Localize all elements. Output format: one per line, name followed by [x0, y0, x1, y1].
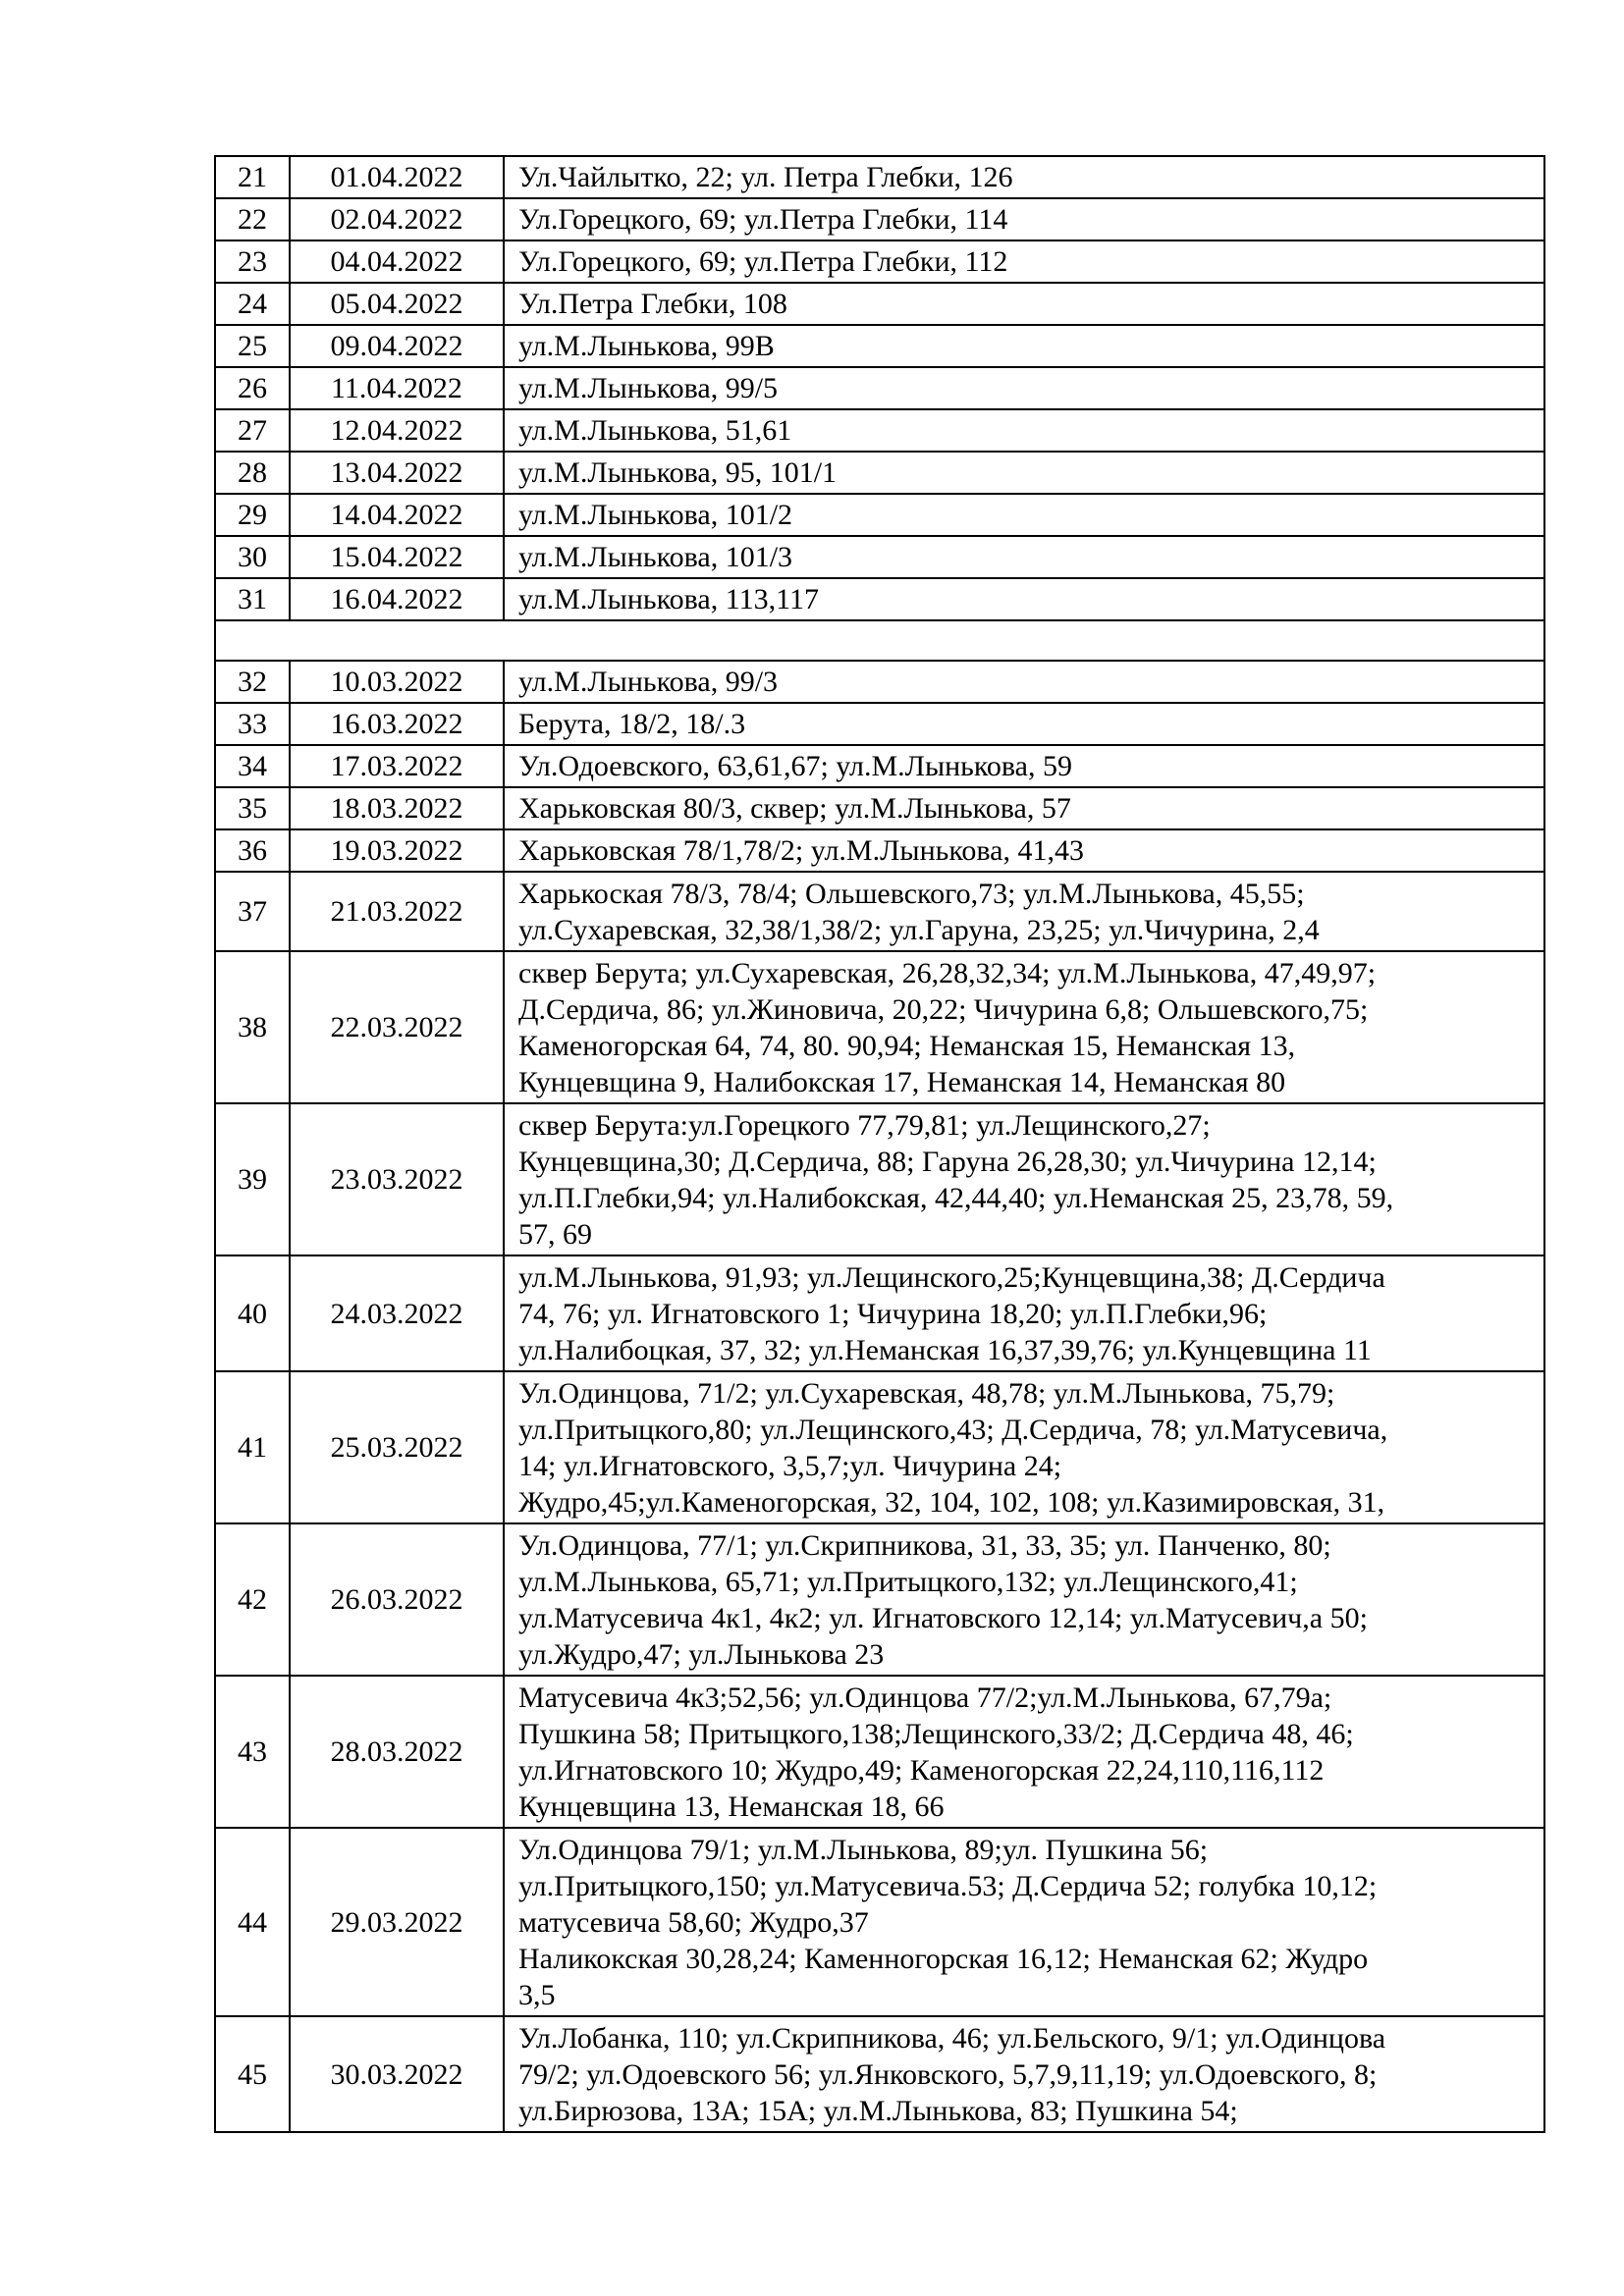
table-row — [215, 661, 1544, 703]
table-row — [215, 240, 1544, 283]
row-number: 43 — [215, 1676, 290, 1828]
row-date: 18.03.2022 — [290, 787, 504, 829]
row-addresses: ул.М.Лынькова, 95, 101/1 — [504, 452, 1544, 494]
row-addresses: Харькоская 78/3, 78/4; Ольшевского,73; ул.М.Лынькова, 45,55; ул.Сухаревская, 32,38/1,38/2; ул.Гаруна, 23,25; ул.Чичурина, 2,4 — [504, 872, 1544, 951]
row-addresses: Ул.Горецкого, 69; ул.Петра Глебки, 114 — [504, 198, 1544, 240]
row-addresses: Ул.Одинцова 79/1; ул.М.Лынькова, 89;ул. Пушкина 56; ул.Притыцкого,150; ул.Матусевича.53; Д.Сердича 52; голубка 10,12; матусевича 58,60; Жудро,37 Наликокская 30,28,24; Каменногорская 16,12; Неманская 62; Жудро 3,5 — [504, 1828, 1544, 2016]
table-row — [215, 409, 1544, 452]
row-date: 25.03.2022 — [290, 1371, 504, 1523]
separator-row — [215, 620, 1544, 661]
row-date: 05.04.2022 — [290, 283, 504, 325]
row-date: 16.04.2022 — [290, 578, 504, 620]
row-number: 24 — [215, 283, 290, 325]
table-row — [215, 703, 1544, 745]
table-row — [215, 283, 1544, 325]
empty-separator-cell — [215, 620, 1544, 661]
table-row — [215, 1828, 1544, 2016]
table-row — [215, 494, 1544, 536]
table-row — [215, 198, 1544, 240]
row-addresses: Ул.Петра Глебки, 108 — [504, 283, 1544, 325]
row-date: 02.04.2022 — [290, 198, 504, 240]
row-date: 15.04.2022 — [290, 536, 504, 578]
row-number: 37 — [215, 872, 290, 951]
row-date: 24.03.2022 — [290, 1255, 504, 1371]
table-row — [215, 578, 1544, 620]
row-number: 45 — [215, 2016, 290, 2132]
row-date: 17.03.2022 — [290, 745, 504, 787]
row-addresses: сквер Берута; ул.Сухаревская, 26,28,32,34; ул.М.Лынькова, 47,49,97; Д.Сердича, 86; ул.Жиновича, 20,22; Чичурина 6,8; Ольшевского,75; Каменогорская 64, 74, 80. 90,94; Неманская 15, Неманская 13, Кунцевщина 9, Налибокская 17, Неманская 14, Неманская 80 — [504, 951, 1544, 1103]
table-row — [215, 156, 1544, 198]
table-row — [215, 367, 1544, 409]
row-number: 38 — [215, 951, 290, 1103]
row-date: 28.03.2022 — [290, 1676, 504, 1828]
row-number: 30 — [215, 536, 290, 578]
row-number: 33 — [215, 703, 290, 745]
address-schedule-table — [214, 155, 1545, 2133]
row-date: 23.03.2022 — [290, 1103, 504, 1255]
row-number: 41 — [215, 1371, 290, 1523]
table-row — [215, 536, 1544, 578]
table-row — [215, 2016, 1544, 2132]
row-addresses: ул.М.Лынькова, 101/2 — [504, 494, 1544, 536]
row-date: 21.03.2022 — [290, 872, 504, 951]
table-row — [215, 829, 1544, 872]
row-number: 31 — [215, 578, 290, 620]
row-addresses: ул.М.Лынькова, 51,61 — [504, 409, 1544, 452]
row-date: 04.04.2022 — [290, 240, 504, 283]
row-number: 44 — [215, 1828, 290, 2016]
row-addresses: Ул.Горецкого, 69; ул.Петра Глебки, 112 — [504, 240, 1544, 283]
table-row — [215, 452, 1544, 494]
table-row — [215, 872, 1544, 951]
row-addresses: Ул.Лобанка, 110; ул.Скрипникова, 46; ул.Бельского, 9/1; ул.Одинцова 79/2; ул.Одоевского 56; ул.Янковского, 5,7,9,11,19; ул.Одоевского, 8; ул.Бирюзова, 13А; 15А; ул.М.Лынькова, 83; Пушкина 54; — [504, 2016, 1544, 2132]
table-row — [215, 1255, 1544, 1371]
row-date: 22.03.2022 — [290, 951, 504, 1103]
row-addresses: Ул.Одоевского, 63,61,67; ул.М.Лынькова, 59 — [504, 745, 1544, 787]
row-date: 30.03.2022 — [290, 2016, 504, 2132]
row-number: 28 — [215, 452, 290, 494]
row-number: 34 — [215, 745, 290, 787]
row-date: 10.03.2022 — [290, 661, 504, 703]
row-addresses: ул.М.Лынькова, 99/5 — [504, 367, 1544, 409]
table-row — [215, 1371, 1544, 1523]
row-number: 23 — [215, 240, 290, 283]
row-date: 16.03.2022 — [290, 703, 504, 745]
row-number: 32 — [215, 661, 290, 703]
row-number: 39 — [215, 1103, 290, 1255]
row-addresses: Берута, 18/2, 18/.3 — [504, 703, 1544, 745]
row-addresses: ул.М.Лынькова, 113,117 — [504, 578, 1544, 620]
row-date: 19.03.2022 — [290, 829, 504, 872]
row-addresses: сквер Берута:ул.Горецкого 77,79,81; ул.Лещинского,27; Кунцевщина,30; Д.Сердича, 88; Гаруна 26,28,30; ул.Чичурина 12,14; ул.П.Глебки,94; ул.Налибокская, 42,44,40; ул.Неманская 25, 23,78, 59, 57, 69 — [504, 1103, 1544, 1255]
row-number: 26 — [215, 367, 290, 409]
table-row — [215, 787, 1544, 829]
table-row — [215, 1523, 1544, 1676]
table-row — [215, 745, 1544, 787]
row-addresses: Ул.Одинцова, 71/2; ул.Сухаревская, 48,78; ул.М.Лынькова, 75,79; ул.Притыцкого,80; ул.Лещинского,43; Д.Сердича, 78; ул.Матусевича, 14; ул.Игнатовского, 3,5,7;ул. Чичурина 24; Жудро,45;ул.Каменогорская, 32, 104, 102, 108; ул.Казимировская, 31, — [504, 1371, 1544, 1523]
row-date: 14.04.2022 — [290, 494, 504, 536]
row-number: 40 — [215, 1255, 290, 1371]
row-number: 27 — [215, 409, 290, 452]
row-addresses: Ул.Одинцова, 77/1; ул.Скрипникова, 31, 33, 35; ул. Панченко, 80; ул.М.Лынькова, 65,71; ул.Притыцкого,132; ул.Лещинского,41; ул.Матусевича 4к1, 4к2; ул. Игнатовского 12,14; ул.Матусевич,а 50; ул.Жудро,47; ул.Лынькова 23 — [504, 1523, 1544, 1676]
row-number: 36 — [215, 829, 290, 872]
row-date: 13.04.2022 — [290, 452, 504, 494]
row-addresses: ул.М.Лынькова, 91,93; ул.Лещинского,25;Кунцевщина,38; Д.Сердича 74, 76; ул. Игнатовского 1; Чичурина 18,20; ул.П.Глебки,96; ул.Налибоцкая, 37, 32; ул.Неманская 16,37,39,76; ул.Кунцевщина 11 — [504, 1255, 1544, 1371]
row-number: 25 — [215, 325, 290, 367]
row-date: 12.04.2022 — [290, 409, 504, 452]
row-date: 01.04.2022 — [290, 156, 504, 198]
row-number: 42 — [215, 1523, 290, 1676]
row-number: 21 — [215, 156, 290, 198]
row-addresses: Матусевича 4к3;52,56; ул.Одинцова 77/2;ул.М.Лынькова, 67,79а; Пушкина 58; Притыцкого,138;Лещинского,33/2; Д.Сердича 48, 46; ул.Игнатовского 10; Жудро,49; Каменогорская 22,24,110,116,112 Кунцевщина 13, Неманская 18, 66 — [504, 1676, 1544, 1828]
row-addresses: Харьковская 80/3, сквер; ул.М.Лынькова, 57 — [504, 787, 1544, 829]
row-addresses: ул.М.Лынькова, 99/3 — [504, 661, 1544, 703]
row-addresses: ул.М.Лынькова, 99В — [504, 325, 1544, 367]
table-row — [215, 325, 1544, 367]
row-date: 09.04.2022 — [290, 325, 504, 367]
table-row — [215, 1676, 1544, 1828]
row-number: 29 — [215, 494, 290, 536]
row-date: 26.03.2022 — [290, 1523, 504, 1676]
table-row — [215, 1103, 1544, 1255]
row-number: 35 — [215, 787, 290, 829]
row-number: 22 — [215, 198, 290, 240]
row-date: 29.03.2022 — [290, 1828, 504, 2016]
row-addresses: Ул.Чайлытко, 22; ул. Петра Глебки, 126 — [504, 156, 1544, 198]
row-addresses: Харьковская 78/1,78/2; ул.М.Лынькова, 41,43 — [504, 829, 1544, 872]
table-row — [215, 951, 1544, 1103]
row-date: 11.04.2022 — [290, 367, 504, 409]
row-addresses: ул.М.Лынькова, 101/3 — [504, 536, 1544, 578]
